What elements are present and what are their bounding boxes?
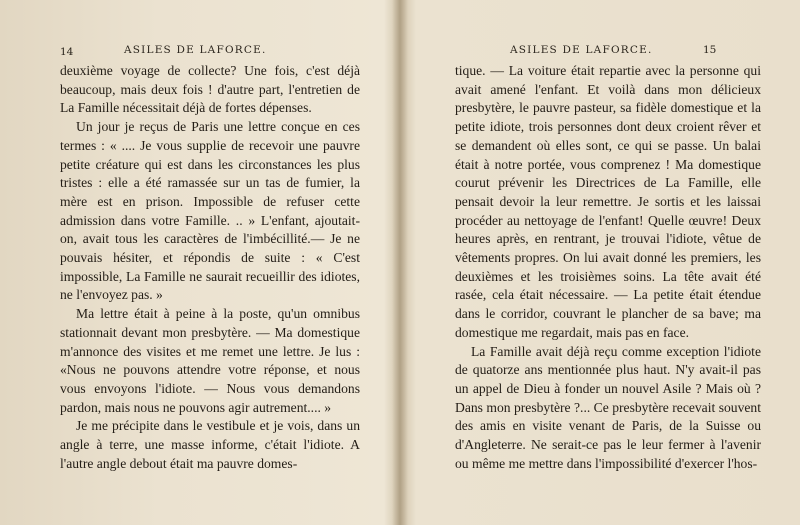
left-page-number: 14 [60,46,74,58]
right-page-number: 15 [703,44,717,56]
left-paragraph-4: Je me précipite dans le vestibule et je vois, dans un angle à terre, une masse informe, c'était l'idiote. A l'autre angle debout était ma pauvre domes- [60,418,360,471]
left-running-header: ASILES DE LAFORCE. [124,44,267,56]
right-paragraph-2: La Famille avait déjà reçu comme exception l'idiote de quatorze ans mentionnée plus haut. N'y avait-il pas un appel de Dieu à fonder un nouvel Asile ? Mais où ? Dans mon presbytère ?... Ce presbytère recevait souvent des amis en visite venant de Paris, de la Suisse ou d'Angleterre. Ne serait-ce pas le leur fermer à l'avenir ou même me mettre dans l'impossibilité d'exercer l'hos- [455,343,761,471]
right-page [400,0,800,525]
left-paragraph-1: deuxième voyage de collecte? Une fois, c'est déjà beaucoup, mais deux fois ! d'autre part, l'entretien de La Famille nécessitait déjà de fortes dépenses. [60,63,360,116]
right-paragraph-1: tique. — La voiture était repartie avec la personne qui avait amené l'enfant. Et voilà dans mon délicieux presbytère, le pauvre pasteur, sa fidèle domestique et la petite idiote, trois personnes dont deux croient rêver et se demandent où elles sont, ce qui se passe. Un balai était à notre portée, vous comprenez ! Ma domestique courut prévenir les Directrices de La Famille, elle pensait devoir la leur remettre. Je sortis et les laissai procéder au nettoyage de l'enfant! Quelle œuvre! Deux heures après, en rentrant, je trouvai l'idiote, vêtue de vêtements propres. On lui avait donné les premiers, les deuxièmes et les troisièmes soins. La tête avait été rasée, cela était nécessaire. — La petite était étendue dans le corridor, couvrant le plancher de sa bave; ma domestique me regardait, mais pas en face. [455,63,761,340]
left-body-text [60,62,360,473]
left-paragraph-2: Un jour je reçus de Paris une lettre conçue en ces termes : « .... Je vous supplie de recevoir une pauvre petite créature qui est dans les circonstances les plus tristes : elle a été ramassée sur un tas de fumier, la mère est en prison. Impossible de refuser cette admission dans votre Famille. .. » L'enfant, ajoutait-on, avait tous les caractères de l'imbécillité.— Je ne pouvais hésiter, et répondis de suite : « C'est impossible, La Famille ne saurait recueillir des idiotes, ne l'envoyez pas. » [60,119,360,303]
right-running-header: ASILES DE LAFORCE. [510,44,653,56]
left-paragraph-3: Ma lettre était à peine à la poste, qu'un omnibus stationnait devant mon presbytère. — Ma domestique m'annonce des visites et me remet une lettre. Je lus : «Nous ne pouvons attendre votre réponse, et nous vous envoyons l'idiote. — Nous vous demandons pardon, mais nous ne pouvons agir autrement.... » [60,306,360,415]
right-body-text [455,62,761,473]
